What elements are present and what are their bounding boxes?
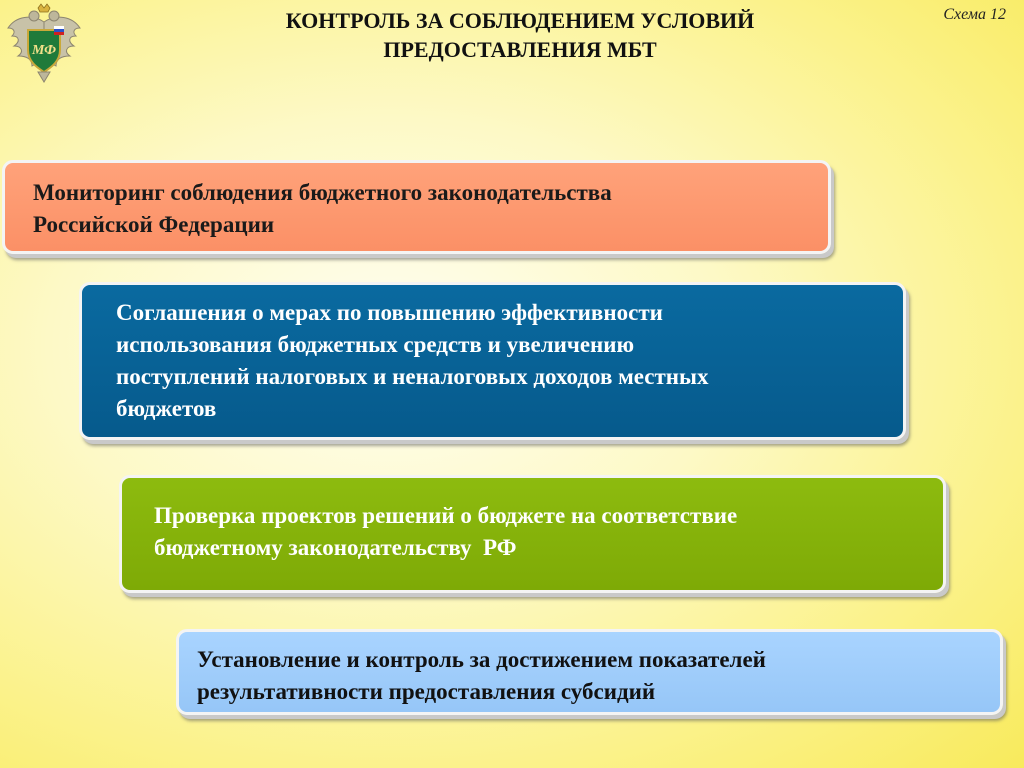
- card-line: Мониторинг соблюдения бюджетного законодательства: [33, 180, 612, 205]
- card-line: Российской Федерации: [33, 212, 275, 237]
- card-budget-check: [119, 475, 946, 593]
- card-line: Установление и контроль за достижением показателей: [197, 647, 766, 672]
- card-line: Проверка проектов решений о бюджете на соответствие: [154, 503, 738, 528]
- title-line-1: КОНТРОЛЬ ЗА СОБЛЮДЕНИЕМ УСЛОВИЙ: [285, 8, 755, 33]
- card-line: результативности предоставления субсидий: [197, 679, 656, 704]
- scheme-label: Схема 12: [943, 6, 1006, 23]
- title-line-2: ПРЕДОСТАВЛЕНИЯ МБТ: [383, 37, 657, 62]
- card-line: бюджетному законодательству РФ: [154, 535, 517, 560]
- emblem-letters: МФ: [31, 43, 57, 58]
- page-title: [170, 6, 870, 64]
- card-line: использования бюджетных средств и увеличению: [116, 332, 635, 357]
- card-monitoring: [2, 160, 831, 254]
- card-line: бюджетов: [116, 396, 217, 421]
- card-line: поступлений налоговых и неналоговых доходов местных: [116, 364, 709, 389]
- card-line: Соглашения о мерах по повышению эффективности: [116, 300, 663, 325]
- ministry-emblem-icon: [2, 2, 86, 86]
- card-agreements: [79, 282, 906, 440]
- card-indicators: [176, 629, 1003, 715]
